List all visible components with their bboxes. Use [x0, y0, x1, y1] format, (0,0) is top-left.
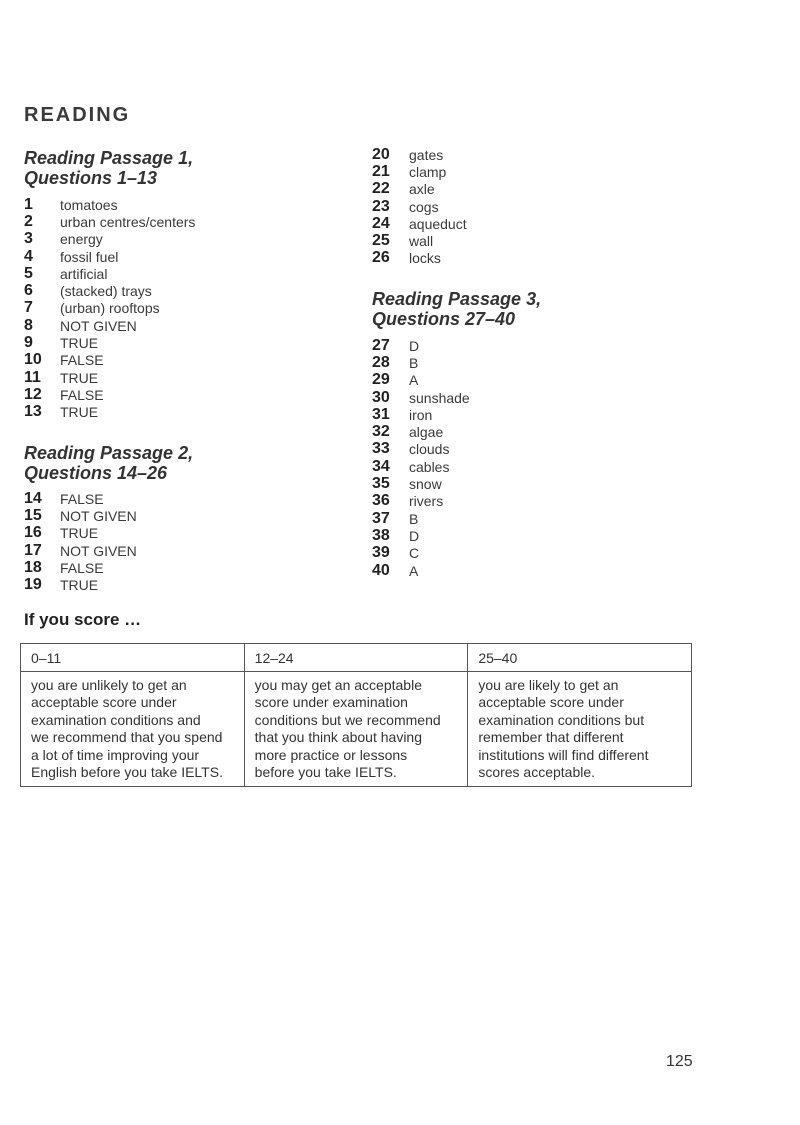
answer-row — [372, 562, 470, 579]
question-number: 28 — [372, 353, 390, 371]
question-number: 4 — [24, 247, 33, 265]
passage-3-title-line2: Questions 27–40 — [372, 309, 516, 329]
score-table-header-row — [21, 644, 692, 672]
question-number: 39 — [372, 544, 390, 562]
answer-text: rivers — [409, 493, 444, 510]
passage-1-title — [24, 148, 193, 188]
answer-row — [24, 231, 195, 248]
score-advice-line: institutions will find different — [478, 746, 649, 763]
answer-row — [372, 458, 470, 475]
answer-row — [372, 510, 470, 527]
passage-3-answers — [372, 337, 470, 579]
answer-text: TRUE — [60, 525, 99, 542]
answer-row — [24, 352, 195, 369]
answer-text: D — [409, 337, 420, 354]
passage-3-title — [372, 289, 541, 329]
answer-text: artificial — [60, 265, 108, 282]
answer-text: D — [409, 527, 420, 544]
answer-row — [24, 559, 137, 576]
answer-text: FALSE — [60, 559, 104, 576]
answer-row — [372, 198, 467, 215]
answer-row — [372, 527, 470, 544]
section-title: READING — [24, 104, 131, 126]
answer-text: (urban) rooftops — [60, 300, 160, 317]
answer-text: FALSE — [60, 352, 104, 369]
answer-row — [24, 490, 137, 507]
question-number: 16 — [24, 524, 42, 542]
passage-2-title — [24, 443, 193, 483]
answer-row — [24, 369, 195, 386]
score-advice-line: English before you take IELTS. — [31, 764, 223, 781]
score-advice-line: remember that different — [478, 729, 624, 746]
passage-1-answers — [24, 196, 195, 421]
answer-row — [24, 507, 137, 524]
answer-row — [24, 282, 195, 299]
answer-row — [24, 213, 195, 230]
passage-3-title-line1: Reading Passage 3, — [372, 289, 542, 309]
question-number: 13 — [24, 403, 42, 421]
question-number: 18 — [24, 558, 42, 576]
score-advice-line: acceptable score under — [31, 694, 177, 711]
score-advice-line: we recommend that you spend — [31, 729, 223, 746]
question-number: 36 — [372, 492, 390, 510]
question-number: 35 — [372, 475, 390, 493]
answer-text: (stacked) trays — [60, 283, 152, 300]
question-number: 1 — [24, 195, 33, 213]
score-advice-line: you are unlikely to get an — [31, 677, 187, 693]
answer-text: energy — [60, 231, 103, 248]
score-advice-cell — [21, 672, 245, 787]
answer-text: algae — [409, 424, 444, 441]
score-range-header: 12–24 — [244, 644, 468, 672]
question-number: 6 — [24, 282, 33, 300]
question-number: 20 — [372, 145, 390, 163]
answer-text: aqueduct — [409, 215, 467, 232]
answer-row — [372, 250, 467, 267]
question-number: 2 — [24, 212, 33, 230]
answer-text: sunshade — [409, 389, 470, 406]
score-range-header: 25–40 — [468, 644, 692, 672]
answer-text: C — [409, 545, 420, 562]
answer-row — [24, 576, 137, 593]
answer-text: TRUE — [60, 369, 99, 386]
answer-row — [372, 215, 467, 232]
passage-2-answers-part2 — [372, 146, 467, 267]
score-table-row — [21, 672, 692, 787]
question-number: 40 — [372, 561, 390, 579]
score-advice-line: score under examination — [254, 694, 408, 711]
score-advice-line: examination conditions and — [31, 711, 201, 728]
score-advice-line: before you take IELTS. — [254, 764, 397, 781]
score-advice-line: examination conditions but — [478, 711, 645, 728]
score-advice-line: scores acceptable. — [478, 764, 596, 781]
question-number: 23 — [372, 197, 390, 215]
question-number: 31 — [372, 405, 390, 423]
answer-row — [372, 545, 470, 562]
answer-text: NOT GIVEN — [60, 542, 137, 559]
answer-text: locks — [409, 250, 441, 267]
answer-text: cables — [409, 458, 450, 475]
answer-text: iron — [409, 406, 433, 423]
question-number: 21 — [372, 162, 390, 180]
answer-row — [372, 146, 467, 163]
page-number: 125 — [666, 1053, 693, 1070]
answer-row — [372, 337, 470, 354]
score-advice-cell — [244, 672, 468, 787]
question-number: 26 — [372, 249, 390, 267]
question-number: 12 — [24, 385, 42, 403]
score-advice-line: a lot of time improving your — [31, 746, 200, 763]
answer-row — [372, 163, 467, 180]
answer-text: TRUE — [60, 577, 99, 594]
answer-row — [372, 389, 470, 406]
answer-row — [372, 406, 470, 423]
score-advice-cell — [468, 672, 692, 787]
question-number: 9 — [24, 334, 33, 352]
question-number: 14 — [24, 489, 42, 507]
answer-text: gates — [409, 146, 444, 163]
answer-row — [24, 248, 195, 265]
answer-row — [372, 372, 470, 389]
answer-row — [24, 300, 195, 317]
question-number: 29 — [372, 371, 390, 389]
score-advice-line: that you think about having — [254, 729, 422, 746]
question-number: 8 — [24, 316, 33, 334]
answer-text: FALSE — [60, 386, 104, 403]
question-number: 10 — [24, 351, 42, 369]
answer-row — [372, 423, 470, 440]
answer-row — [372, 493, 470, 510]
answer-text: NOT GIVEN — [60, 317, 137, 334]
score-range-header: 0–11 — [21, 644, 245, 672]
answer-text: snow — [409, 476, 442, 493]
question-number: 7 — [24, 299, 33, 317]
answer-text: tomatoes — [60, 196, 118, 213]
answer-row — [24, 265, 195, 282]
answer-row — [24, 334, 195, 351]
answer-text: B — [409, 354, 419, 371]
answer-row — [24, 317, 195, 334]
answer-text: TRUE — [60, 335, 99, 352]
answer-text: urban centres/centers — [60, 213, 196, 230]
answer-text: clamp — [409, 163, 447, 180]
answer-text: FALSE — [60, 490, 104, 507]
answer-text: clouds — [409, 441, 450, 458]
question-number: 19 — [24, 576, 42, 594]
answer-text: B — [409, 510, 419, 527]
question-number: 32 — [372, 423, 390, 441]
passage-2-title-line2: Questions 14–26 — [24, 463, 168, 483]
score-advice-line: acceptable score under — [478, 694, 624, 711]
answer-row — [372, 441, 470, 458]
answer-text: axle — [409, 181, 435, 198]
question-number: 15 — [24, 506, 42, 524]
question-number: 5 — [24, 264, 33, 282]
answer-row — [24, 525, 137, 542]
question-number: 3 — [24, 230, 33, 248]
score-advice-line: conditions but we recommend — [254, 711, 441, 728]
question-number: 11 — [24, 368, 41, 386]
score-advice-line: more practice or lessons — [254, 746, 408, 763]
answer-row — [24, 542, 137, 559]
question-number: 22 — [372, 180, 390, 198]
answer-row — [24, 196, 195, 213]
question-number: 38 — [372, 526, 390, 544]
passage-1-title-line1: Reading Passage 1, — [24, 148, 194, 168]
answer-text: A — [409, 372, 419, 389]
question-number: 24 — [372, 214, 390, 232]
answer-row — [372, 475, 470, 492]
answer-text: NOT GIVEN — [60, 507, 137, 524]
answer-row — [24, 386, 195, 403]
answer-text: cogs — [409, 198, 439, 215]
score-advice-line: you are likely to get an — [478, 677, 619, 693]
answer-row — [372, 354, 470, 371]
score-table — [20, 643, 692, 787]
score-advice-line: you may get an acceptable — [254, 677, 422, 693]
answer-text: A — [409, 562, 419, 579]
score-heading: If you score … — [24, 610, 142, 629]
question-number: 25 — [372, 232, 390, 250]
question-number: 34 — [372, 457, 390, 475]
question-number: 27 — [372, 336, 390, 354]
question-number: 17 — [24, 541, 42, 559]
question-number: 37 — [372, 509, 390, 527]
answer-text: TRUE — [60, 404, 99, 421]
answer-text: fossil fuel — [60, 248, 119, 265]
passage-2-title-line1: Reading Passage 2, — [24, 443, 194, 463]
passage-2-answers-part1 — [24, 490, 137, 594]
answer-row — [24, 404, 195, 421]
answer-row — [372, 232, 467, 249]
question-number: 30 — [372, 388, 390, 406]
passage-1-title-line2: Questions 1–13 — [24, 168, 158, 188]
answer-row — [372, 181, 467, 198]
question-number: 33 — [372, 440, 390, 458]
answer-text: wall — [409, 233, 434, 250]
